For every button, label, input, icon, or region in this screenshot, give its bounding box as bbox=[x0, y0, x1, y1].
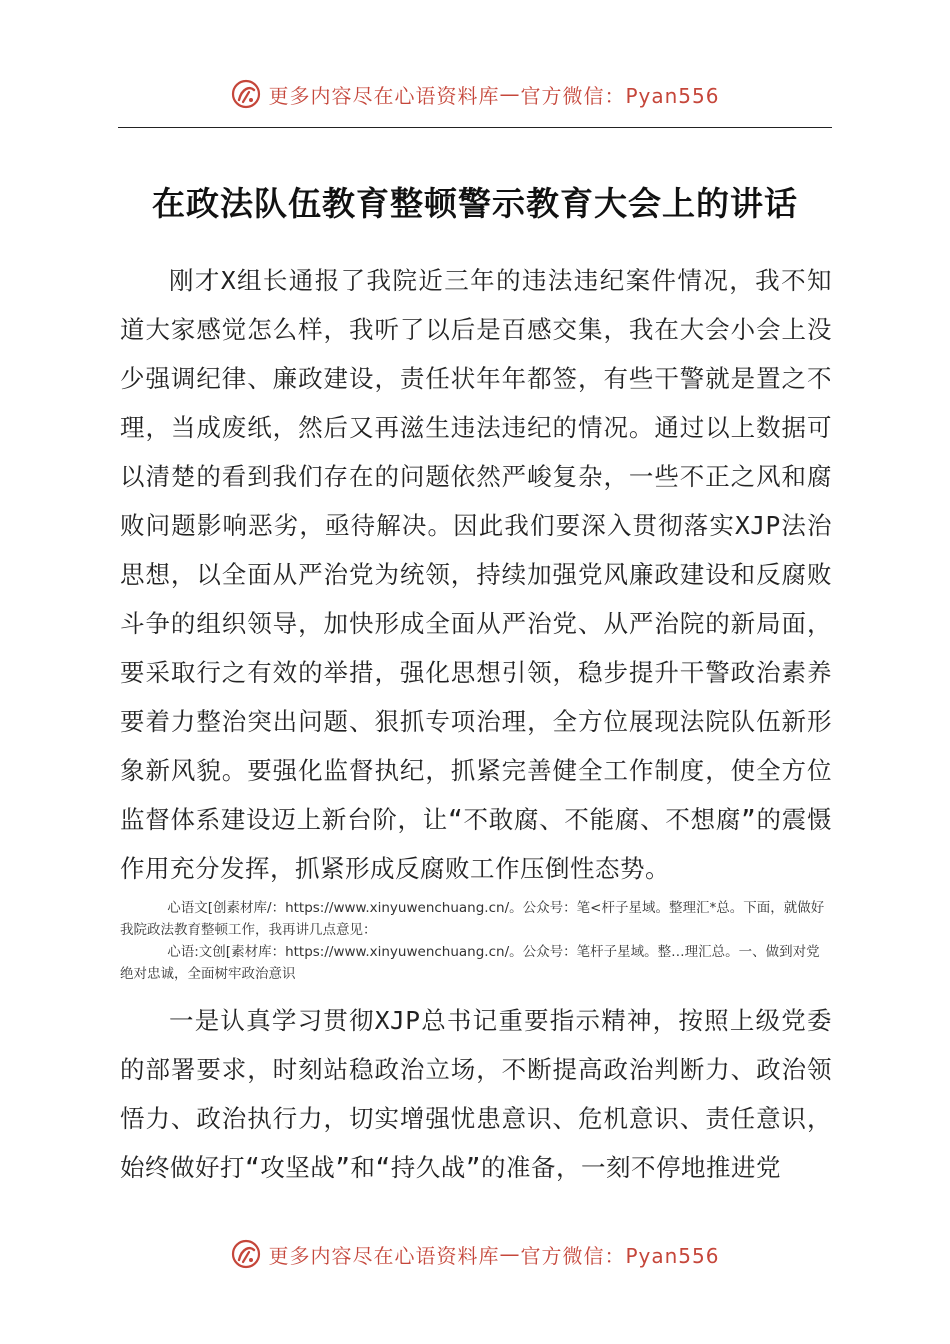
header-wechat: 官方微信：Pyan556 bbox=[520, 83, 720, 108]
document-title: 在政法队伍教育整顿警示教育大会上的讲话 bbox=[152, 184, 798, 223]
footer-separator: — bbox=[499, 1242, 521, 1266]
header-text: 更多内容尽在心语资料库 bbox=[268, 83, 500, 108]
footer-text: 更多内容尽在心语资料库 bbox=[268, 1243, 500, 1268]
header-divider bbox=[118, 127, 832, 128]
body-paragraph-2: 一是认真学习贯彻XJP总书记重要指示精神，按照上级党委的部署要求，时刻站稳政治立场，不断提高政治判断力、政治领悟力、政治执行力，切实增强忧患意识、危机意识、责任意识，始终做好打“攻坚战”和“持久战”的准备，一刻不停地推进党 bbox=[120, 1006, 832, 1182]
header-separator: — bbox=[499, 82, 521, 106]
body-paragraph-1: 刚才X组长通报了我院近三年的违法违纪案件情况，我不知道大家感觉怎么样，我听了以后是百感交集，我在大会小会上没少强调纪律、廉政建设，责任状年年都签，有些干警就是置之不理，当成废纸，然后又再滋生违法违纪的情况。通过以上数据可以清楚的看到我们存在的问题依然严峻复杂，一些不正之风和腐败问题影响恶劣，亟待解决。因此我们要深入贯彻落实XJP法治思想，以全面从严治党为统领，持续加强党风廉政建设和反腐败斗争的组织领导，加快形成全面从严治党、从严治院的新局面，要采取行之有效的举措，强化思想引领，稳步提升干警政治素养要着力整治突出问题、狠抓专项治理，全方位展现法院队伍新形象新风貌。要强化监督执纪，抓紧完善健全工作制度，使全方位监督体系建设迈上新台阶，让“不敢腐、不能腐、不想腐”的震慑作用充分发挥，抓紧形成反腐败工作压倒性态势。 bbox=[120, 266, 832, 883]
source-note-1: 心语文[创素材库/：https://www.xinyuwenchuang.cn/。公众号：笔<杆子星域。整理汇*总。下面，就做好我院政法教育整顿工作，我再讲几点意见： bbox=[120, 900, 825, 938]
footer-banner bbox=[0, 1236, 950, 1272]
header-banner bbox=[0, 76, 950, 112]
footer-wechat: 官方微信：Pyan556 bbox=[520, 1243, 720, 1268]
xinyu-logo-icon bbox=[230, 1238, 262, 1270]
xinyu-logo-icon bbox=[230, 78, 262, 110]
source-note-2: 心语:文创[素材库：https://www.xinyuwenchuang.cn/。公众号：笔杆子星域。整…理汇总。一、做到对党绝对忠诚，全面树牢政治意识 bbox=[120, 944, 820, 982]
